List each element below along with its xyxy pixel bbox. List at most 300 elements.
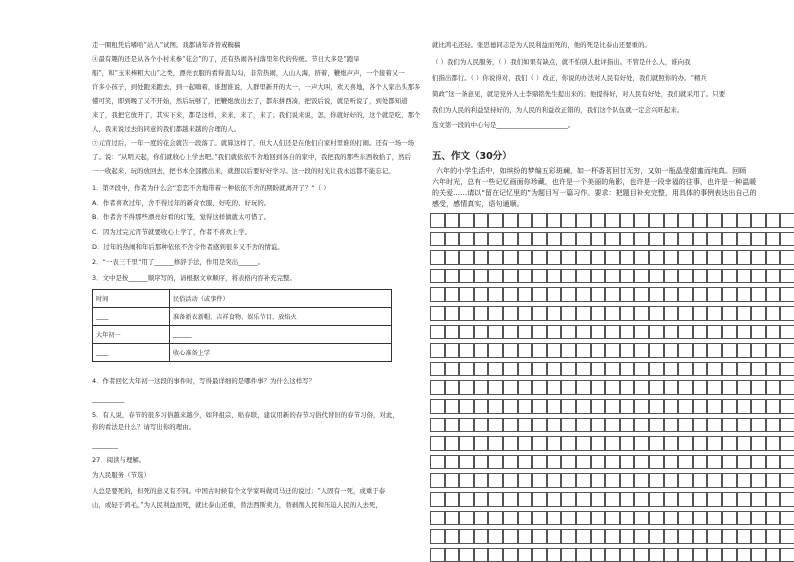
grid-cell[interactable] [707, 418, 722, 433]
grid-cell[interactable] [737, 473, 752, 488]
grid-cell[interactable] [722, 287, 737, 302]
grid-cell[interactable] [649, 343, 664, 358]
grid-cell[interactable] [576, 269, 591, 284]
grid-cell[interactable] [591, 269, 606, 284]
grid-cell[interactable] [678, 399, 693, 414]
grid-cell[interactable] [503, 529, 518, 544]
grid-cell[interactable] [591, 492, 606, 507]
grid-cell[interactable] [576, 232, 591, 247]
grid-cell[interactable] [737, 529, 752, 544]
grid-cell[interactable] [634, 511, 649, 526]
grid-cell[interactable] [532, 287, 547, 302]
grid-cell[interactable] [591, 306, 606, 321]
grid-cell[interactable] [678, 380, 693, 395]
grid-cell[interactable] [576, 380, 591, 395]
grid-cell[interactable] [751, 306, 766, 321]
grid-cell[interactable] [780, 418, 794, 433]
grid-cell[interactable] [634, 306, 649, 321]
grid-cell[interactable] [620, 343, 635, 358]
grid-cell[interactable] [737, 492, 752, 507]
grid-cell[interactable] [561, 287, 576, 302]
grid-cell[interactable] [459, 287, 474, 302]
grid-cell[interactable] [605, 492, 620, 507]
grid-cell[interactable] [693, 250, 708, 265]
grid-cell[interactable] [474, 455, 489, 470]
grid-cell[interactable] [459, 418, 474, 433]
grid-cell[interactable] [445, 250, 460, 265]
grid-cell[interactable] [634, 492, 649, 507]
grid-cell[interactable] [751, 473, 766, 488]
grid-cell[interactable] [445, 325, 460, 340]
grid-cell[interactable] [649, 548, 664, 562]
grid-cell[interactable] [532, 548, 547, 562]
grid-cell[interactable] [576, 287, 591, 302]
grid-cell[interactable] [766, 473, 781, 488]
grid-cell[interactable] [459, 380, 474, 395]
grid-cell[interactable] [445, 362, 460, 377]
grid-cell[interactable] [693, 455, 708, 470]
grid-cell[interactable] [576, 362, 591, 377]
grid-cell[interactable] [780, 343, 794, 358]
grid-cell[interactable] [722, 473, 737, 488]
grid-cell[interactable] [707, 250, 722, 265]
grid-cell[interactable] [503, 436, 518, 451]
grid-cell[interactable] [664, 492, 679, 507]
grid-cell[interactable] [547, 473, 562, 488]
grid-cell[interactable] [780, 362, 794, 377]
grid-cell[interactable] [707, 455, 722, 470]
grid-cell[interactable] [518, 213, 533, 228]
grid-cell[interactable] [591, 529, 606, 544]
grid-cell[interactable] [649, 250, 664, 265]
grid-cell[interactable] [532, 418, 547, 433]
grid-cell[interactable] [488, 250, 503, 265]
grid-cell[interactable] [591, 548, 606, 562]
grid-cell[interactable] [488, 473, 503, 488]
grid-cell[interactable] [780, 287, 794, 302]
grid-cell[interactable] [459, 548, 474, 562]
grid-cell[interactable] [430, 343, 445, 358]
grid-cell[interactable] [605, 473, 620, 488]
grid-cell[interactable] [459, 529, 474, 544]
grid-cell[interactable] [605, 418, 620, 433]
grid-cell[interactable] [474, 325, 489, 340]
grid-cell[interactable] [693, 232, 708, 247]
grid-cell[interactable] [751, 325, 766, 340]
grid-cell[interactable] [737, 436, 752, 451]
grid-cell[interactable] [722, 399, 737, 414]
grid-cell[interactable] [678, 213, 693, 228]
grid-cell[interactable] [561, 473, 576, 488]
grid-cell[interactable] [634, 529, 649, 544]
grid-cell[interactable] [737, 343, 752, 358]
grid-cell[interactable] [751, 362, 766, 377]
grid-cell[interactable] [766, 511, 781, 526]
grid-cell[interactable] [445, 287, 460, 302]
grid-cell[interactable] [591, 325, 606, 340]
grid-cell[interactable] [780, 511, 794, 526]
grid-cell[interactable] [751, 250, 766, 265]
grid-cell[interactable] [430, 269, 445, 284]
grid-cell[interactable] [459, 343, 474, 358]
grid-cell[interactable] [532, 436, 547, 451]
grid-cell[interactable] [780, 529, 794, 544]
grid-cell[interactable] [664, 511, 679, 526]
grid-cell[interactable] [518, 511, 533, 526]
grid-cell[interactable] [634, 232, 649, 247]
grid-cell[interactable] [488, 399, 503, 414]
grid-cell[interactable] [751, 213, 766, 228]
grid-cell[interactable] [620, 325, 635, 340]
grid-cell[interactable] [737, 325, 752, 340]
grid-cell[interactable] [605, 232, 620, 247]
grid-cell[interactable] [459, 325, 474, 340]
grid-cell[interactable] [664, 399, 679, 414]
grid-cell[interactable] [751, 548, 766, 562]
grid-cell[interactable] [707, 325, 722, 340]
grid-cell[interactable] [620, 548, 635, 562]
grid-cell[interactable] [576, 306, 591, 321]
grid-cell[interactable] [518, 548, 533, 562]
grid-cell[interactable] [620, 473, 635, 488]
grid-cell[interactable] [605, 269, 620, 284]
grid-cell[interactable] [518, 306, 533, 321]
grid-cell[interactable] [430, 306, 445, 321]
grid-cell[interactable] [737, 250, 752, 265]
grid-cell[interactable] [430, 436, 445, 451]
grid-cell[interactable] [634, 250, 649, 265]
grid-cell[interactable] [503, 418, 518, 433]
grid-cell[interactable] [722, 380, 737, 395]
grid-cell[interactable] [459, 250, 474, 265]
grid-cell[interactable] [474, 232, 489, 247]
grid-cell[interactable] [445, 548, 460, 562]
grid-cell[interactable] [488, 232, 503, 247]
grid-cell[interactable] [503, 455, 518, 470]
grid-cell[interactable] [722, 269, 737, 284]
grid-cell[interactable] [474, 362, 489, 377]
grid-cell[interactable] [766, 250, 781, 265]
grid-cell[interactable] [488, 529, 503, 544]
grid-cell[interactable] [664, 343, 679, 358]
grid-cell[interactable] [780, 492, 794, 507]
grid-cell[interactable] [751, 455, 766, 470]
grid-cell[interactable] [634, 380, 649, 395]
grid-cell[interactable] [591, 343, 606, 358]
grid-cell[interactable] [634, 287, 649, 302]
grid-cell[interactable] [693, 492, 708, 507]
grid-cell[interactable] [678, 269, 693, 284]
grid-cell[interactable] [430, 380, 445, 395]
grid-cell[interactable] [751, 399, 766, 414]
grid-cell[interactable] [649, 511, 664, 526]
grid-cell[interactable] [693, 529, 708, 544]
grid-cell[interactable] [620, 269, 635, 284]
grid-cell[interactable] [561, 380, 576, 395]
grid-cell[interactable] [591, 436, 606, 451]
grid-cell[interactable] [678, 343, 693, 358]
grid-cell[interactable] [518, 325, 533, 340]
grid-cell[interactable] [503, 511, 518, 526]
grid-cell[interactable] [459, 399, 474, 414]
grid-cell[interactable] [445, 213, 460, 228]
grid-cell[interactable] [576, 399, 591, 414]
grid-cell[interactable] [649, 213, 664, 228]
grid-cell[interactable] [634, 548, 649, 562]
grid-cell[interactable] [430, 287, 445, 302]
grid-cell[interactable] [678, 473, 693, 488]
grid-cell[interactable] [561, 436, 576, 451]
grid-cell[interactable] [722, 343, 737, 358]
grid-cell[interactable] [649, 418, 664, 433]
grid-cell[interactable] [459, 436, 474, 451]
grid-cell[interactable] [664, 306, 679, 321]
grid-cell[interactable] [474, 399, 489, 414]
grid-cell[interactable] [503, 306, 518, 321]
grid-cell[interactable] [474, 287, 489, 302]
grid-cell[interactable] [605, 287, 620, 302]
grid-cell[interactable] [620, 250, 635, 265]
grid-cell[interactable] [722, 325, 737, 340]
grid-cell[interactable] [430, 232, 445, 247]
grid-cell[interactable] [547, 269, 562, 284]
grid-cell[interactable] [488, 511, 503, 526]
grid-cell[interactable] [459, 213, 474, 228]
grid-cell[interactable] [649, 455, 664, 470]
grid-cell[interactable] [561, 492, 576, 507]
grid-cell[interactable] [766, 455, 781, 470]
grid-cell[interactable] [430, 325, 445, 340]
grid-cell[interactable] [634, 399, 649, 414]
grid-cell[interactable] [649, 306, 664, 321]
grid-cell[interactable] [737, 380, 752, 395]
grid-cell[interactable] [722, 306, 737, 321]
grid-cell[interactable] [445, 269, 460, 284]
grid-cell[interactable] [532, 492, 547, 507]
grid-cell[interactable] [503, 380, 518, 395]
grid-cell[interactable] [693, 380, 708, 395]
grid-cell[interactable] [445, 511, 460, 526]
grid-cell[interactable] [620, 436, 635, 451]
grid-cell[interactable] [518, 418, 533, 433]
grid-cell[interactable] [707, 529, 722, 544]
grid-cell[interactable] [561, 548, 576, 562]
grid-cell[interactable] [649, 529, 664, 544]
grid-cell[interactable] [591, 287, 606, 302]
grid-cell[interactable] [474, 529, 489, 544]
grid-cell[interactable] [474, 250, 489, 265]
grid-cell[interactable] [445, 436, 460, 451]
grid-cell[interactable] [751, 436, 766, 451]
grid-cell[interactable] [518, 250, 533, 265]
grid-cell[interactable] [532, 455, 547, 470]
grid-cell[interactable] [620, 380, 635, 395]
grid-cell[interactable] [751, 269, 766, 284]
grid-cell[interactable] [474, 492, 489, 507]
grid-cell[interactable] [780, 399, 794, 414]
grid-cell[interactable] [634, 473, 649, 488]
grid-cell[interactable] [766, 529, 781, 544]
grid-cell[interactable] [664, 213, 679, 228]
grid-cell[interactable] [649, 473, 664, 488]
grid-cell[interactable] [722, 250, 737, 265]
grid-cell[interactable] [766, 306, 781, 321]
grid-cell[interactable] [518, 436, 533, 451]
grid-cell[interactable] [503, 362, 518, 377]
grid-cell[interactable] [605, 380, 620, 395]
grid-cell[interactable] [766, 325, 781, 340]
grid-cell[interactable] [561, 306, 576, 321]
grid-cell[interactable] [518, 287, 533, 302]
grid-cell[interactable] [445, 492, 460, 507]
grid-cell[interactable] [737, 455, 752, 470]
grid-cell[interactable] [751, 287, 766, 302]
grid-cell[interactable] [561, 511, 576, 526]
grid-cell[interactable] [591, 511, 606, 526]
grid-cell[interactable] [634, 436, 649, 451]
grid-cell[interactable] [722, 213, 737, 228]
grid-cell[interactable] [445, 306, 460, 321]
grid-cell[interactable] [722, 362, 737, 377]
grid-cell[interactable] [488, 548, 503, 562]
grid-cell[interactable] [722, 511, 737, 526]
grid-cell[interactable] [430, 473, 445, 488]
grid-cell[interactable] [780, 232, 794, 247]
grid-cell[interactable] [547, 343, 562, 358]
grid-cell[interactable] [780, 306, 794, 321]
grid-cell[interactable] [678, 232, 693, 247]
grid-cell[interactable] [518, 455, 533, 470]
grid-cell[interactable] [766, 436, 781, 451]
grid-cell[interactable] [707, 380, 722, 395]
grid-cell[interactable] [547, 232, 562, 247]
grid-cell[interactable] [722, 436, 737, 451]
grid-cell[interactable] [664, 529, 679, 544]
grid-cell[interactable] [620, 511, 635, 526]
grid-cell[interactable] [445, 399, 460, 414]
grid-cell[interactable] [780, 269, 794, 284]
grid-cell[interactable] [722, 548, 737, 562]
grid-cell[interactable] [693, 362, 708, 377]
grid-cell[interactable] [474, 343, 489, 358]
grid-cell[interactable] [459, 492, 474, 507]
grid-cell[interactable] [518, 269, 533, 284]
grid-cell[interactable] [737, 399, 752, 414]
grid-cell[interactable] [547, 455, 562, 470]
grid-cell[interactable] [634, 343, 649, 358]
grid-cell[interactable] [591, 250, 606, 265]
grid-cell[interactable] [561, 213, 576, 228]
grid-cell[interactable] [547, 548, 562, 562]
grid-cell[interactable] [707, 232, 722, 247]
grid-cell[interactable] [678, 325, 693, 340]
grid-cell[interactable] [678, 287, 693, 302]
grid-cell[interactable] [561, 269, 576, 284]
grid-cell[interactable] [430, 362, 445, 377]
grid-cell[interactable] [664, 287, 679, 302]
grid-cell[interactable] [693, 325, 708, 340]
grid-cell[interactable] [430, 548, 445, 562]
grid-cell[interactable] [737, 213, 752, 228]
grid-cell[interactable] [547, 492, 562, 507]
grid-cell[interactable] [693, 287, 708, 302]
grid-cell[interactable] [532, 269, 547, 284]
grid-cell[interactable] [634, 418, 649, 433]
grid-cell[interactable] [737, 287, 752, 302]
grid-cell[interactable] [532, 325, 547, 340]
grid-cell[interactable] [634, 269, 649, 284]
grid-cell[interactable] [474, 548, 489, 562]
grid-cell[interactable] [707, 287, 722, 302]
grid-cell[interactable] [445, 232, 460, 247]
grid-cell[interactable] [707, 399, 722, 414]
grid-cell[interactable] [532, 343, 547, 358]
grid-cell[interactable] [707, 511, 722, 526]
grid-cell[interactable] [459, 269, 474, 284]
grid-cell[interactable] [664, 436, 679, 451]
grid-cell[interactable] [649, 232, 664, 247]
grid-cell[interactable] [532, 250, 547, 265]
grid-cell[interactable] [649, 362, 664, 377]
grid-cell[interactable] [561, 455, 576, 470]
grid-cell[interactable] [459, 362, 474, 377]
grid-cell[interactable] [751, 232, 766, 247]
grid-cell[interactable] [430, 511, 445, 526]
grid-cell[interactable] [459, 455, 474, 470]
grid-cell[interactable] [634, 455, 649, 470]
grid-cell[interactable] [722, 418, 737, 433]
grid-cell[interactable] [722, 529, 737, 544]
grid-cell[interactable] [780, 325, 794, 340]
grid-cell[interactable] [605, 548, 620, 562]
grid-cell[interactable] [737, 548, 752, 562]
grid-cell[interactable] [693, 418, 708, 433]
grid-cell[interactable] [576, 213, 591, 228]
grid-cell[interactable] [488, 418, 503, 433]
grid-cell[interactable] [488, 492, 503, 507]
grid-cell[interactable] [605, 343, 620, 358]
grid-cell[interactable] [445, 380, 460, 395]
grid-cell[interactable] [605, 306, 620, 321]
grid-cell[interactable] [678, 306, 693, 321]
grid-cell[interactable] [780, 213, 794, 228]
grid-cell[interactable] [576, 418, 591, 433]
grid-cell[interactable] [693, 343, 708, 358]
grid-cell[interactable] [474, 306, 489, 321]
grid-cell[interactable] [737, 269, 752, 284]
grid-cell[interactable] [664, 250, 679, 265]
grid-cell[interactable] [591, 232, 606, 247]
grid-cell[interactable] [445, 418, 460, 433]
grid-cell[interactable] [766, 418, 781, 433]
grid-cell[interactable] [693, 511, 708, 526]
grid-cell[interactable] [780, 548, 794, 562]
grid-cell[interactable] [547, 529, 562, 544]
grid-cell[interactable] [766, 269, 781, 284]
grid-cell[interactable] [488, 343, 503, 358]
grid-cell[interactable] [707, 436, 722, 451]
grid-cell[interactable] [518, 473, 533, 488]
grid-cell[interactable] [605, 213, 620, 228]
grid-cell[interactable] [430, 213, 445, 228]
grid-cell[interactable] [620, 455, 635, 470]
grid-cell[interactable] [459, 232, 474, 247]
grid-cell[interactable] [737, 306, 752, 321]
grid-cell[interactable] [488, 306, 503, 321]
grid-cell[interactable] [591, 473, 606, 488]
grid-cell[interactable] [751, 511, 766, 526]
grid-cell[interactable] [591, 399, 606, 414]
